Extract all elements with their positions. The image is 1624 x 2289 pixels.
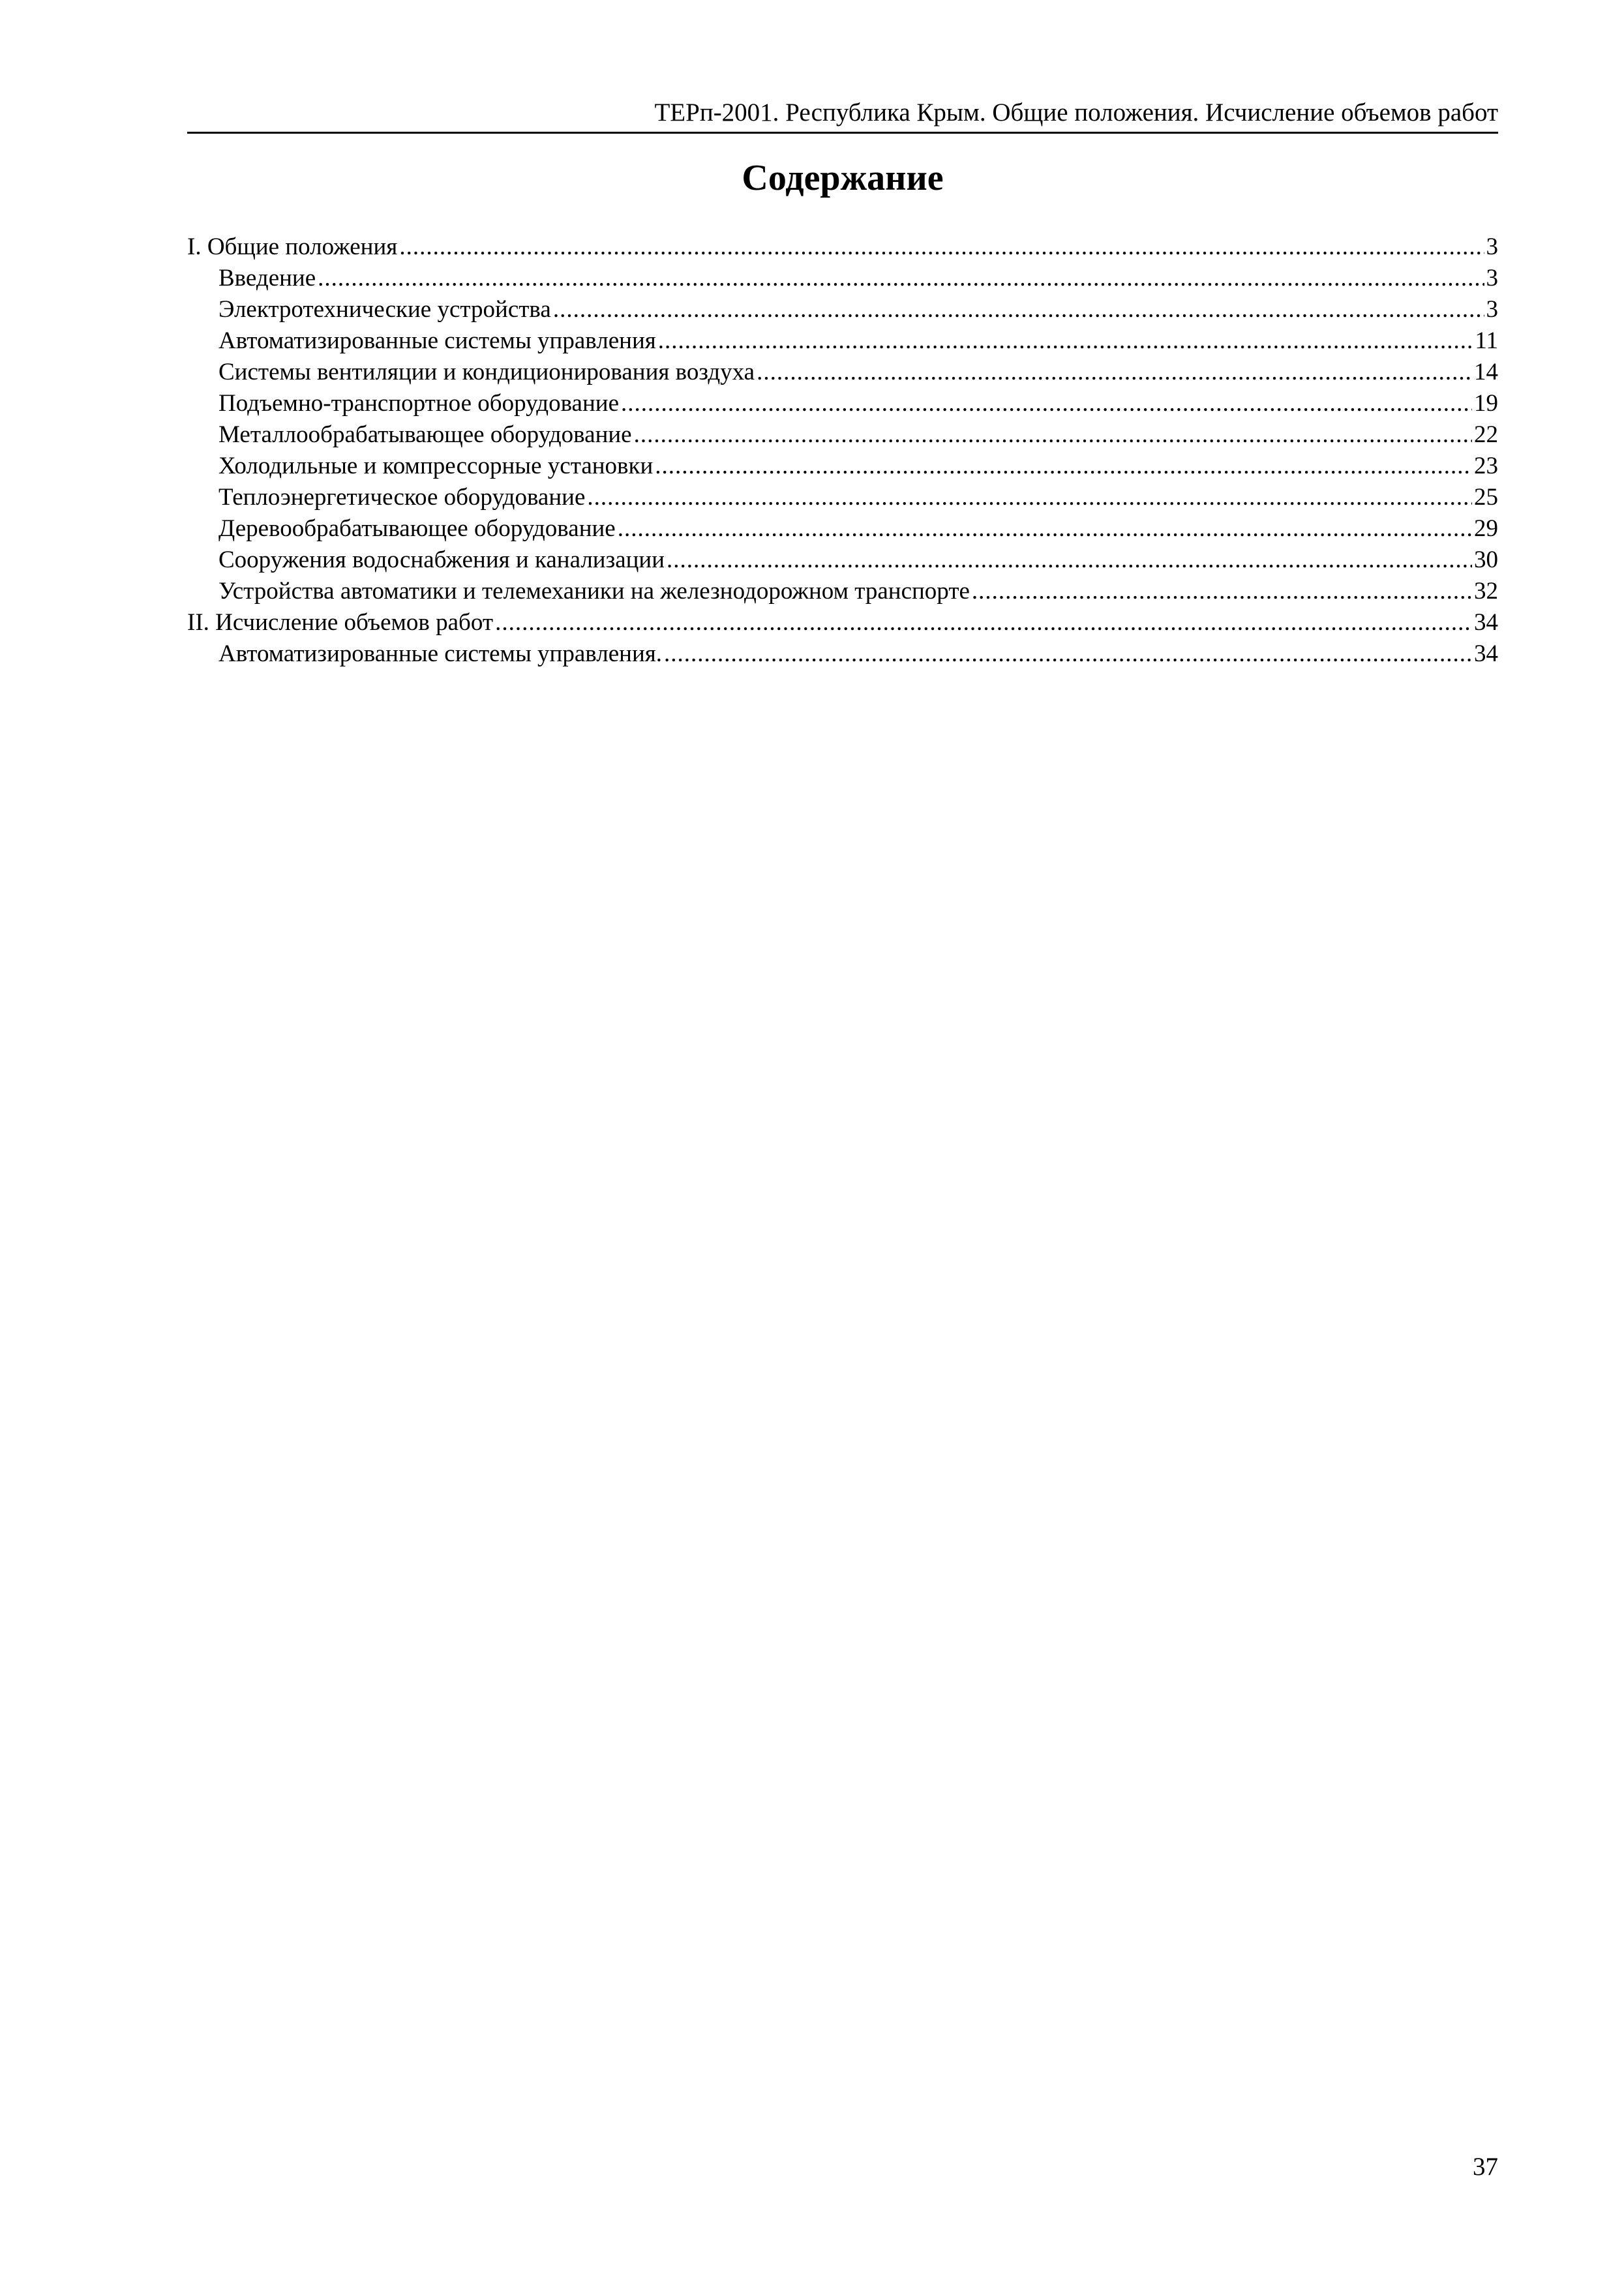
toc-entry-page: 29	[1474, 515, 1498, 542]
running-header: ТЕРп-2001. Республика Крым. Общие положения. Исчисление объемов работ	[654, 98, 1498, 127]
toc-entry[interactable]	[187, 545, 1498, 576]
toc-entry-page: 3	[1486, 296, 1498, 323]
toc-entry-label: II. Исчисление объемов работ	[187, 609, 494, 636]
toc-dot-leader	[495, 607, 1472, 638]
toc-dot-leader	[587, 482, 1472, 513]
toc-entry-label: Подъемно-транспортное оборудование	[218, 390, 620, 417]
toc-entry-label: Сооружения водоснабжения и канализации	[218, 546, 665, 573]
toc-entry[interactable]	[187, 638, 1498, 670]
toc-entry-label: Электротехнические устройства	[218, 296, 551, 323]
toc-dot-leader	[399, 232, 1484, 263]
page-number: 37	[1473, 2153, 1498, 2181]
toc-entry[interactable]	[187, 357, 1498, 388]
toc-entry-page: 32	[1474, 578, 1498, 605]
toc-entry[interactable]	[187, 388, 1498, 419]
toc-dot-leader	[618, 513, 1472, 545]
toc-entry-label: Холодильные и компрессорные установки	[218, 453, 654, 479]
toc-dot-leader	[972, 576, 1472, 607]
toc-dot-leader	[553, 294, 1484, 325]
toc-entry-page: 3	[1486, 265, 1498, 292]
table-of-contents	[187, 232, 1498, 670]
toc-entry[interactable]	[187, 232, 1498, 263]
toc-entry-label: Металлообрабатывающее оборудование	[218, 421, 632, 448]
toc-entry[interactable]	[187, 607, 1498, 638]
toc-entry-page: 23	[1474, 453, 1498, 479]
toc-entry-page: 19	[1474, 390, 1498, 417]
toc-entry-page: 3	[1486, 233, 1498, 260]
toc-dot-leader	[621, 388, 1472, 419]
toc-dot-leader	[655, 451, 1472, 482]
toc-entry-label: Автоматизированные системы управления	[218, 327, 656, 354]
toc-entry-page: 14	[1474, 359, 1498, 385]
toc-entry[interactable]	[187, 576, 1498, 607]
header-rule	[187, 132, 1498, 134]
toc-entry-page: 34	[1474, 640, 1498, 667]
toc-entry-label: Системы вентиляции и кондиционирования воздуха	[218, 359, 755, 385]
toc-entry[interactable]	[187, 482, 1498, 513]
toc-entry[interactable]	[187, 294, 1498, 325]
toc-dot-leader	[318, 263, 1484, 294]
toc-dot-leader	[667, 545, 1472, 576]
toc-entry-page: 34	[1474, 609, 1498, 636]
toc-entry-page: 30	[1474, 546, 1498, 573]
toc-entry[interactable]	[187, 263, 1498, 294]
toc-entry-label: I. Общие положения	[187, 233, 398, 260]
toc-dot-leader	[634, 419, 1472, 451]
toc-dot-leader	[658, 325, 1473, 357]
toc-entry-label: Теплоэнергетическое оборудование	[218, 484, 586, 511]
toc-entry-label: Введение	[218, 265, 316, 292]
toc-entry[interactable]	[187, 325, 1498, 357]
toc-entry[interactable]	[187, 513, 1498, 545]
toc-entry-label: Автоматизированные системы управления.	[218, 640, 663, 667]
toc-dot-leader	[757, 357, 1472, 388]
toc-entry[interactable]	[187, 451, 1498, 482]
toc-entry[interactable]	[187, 419, 1498, 451]
toc-entry-page: 22	[1474, 421, 1498, 448]
toc-entry-label: Устройства автоматики и телемеханики на железнодорожном транспорте	[218, 578, 970, 605]
toc-entry-page: 11	[1475, 327, 1498, 354]
toc-entry-page: 25	[1474, 484, 1498, 511]
toc-title: Содержание	[742, 158, 944, 198]
toc-entry-label: Деревообрабатывающее оборудование	[218, 515, 616, 542]
toc-dot-leader	[664, 638, 1472, 670]
